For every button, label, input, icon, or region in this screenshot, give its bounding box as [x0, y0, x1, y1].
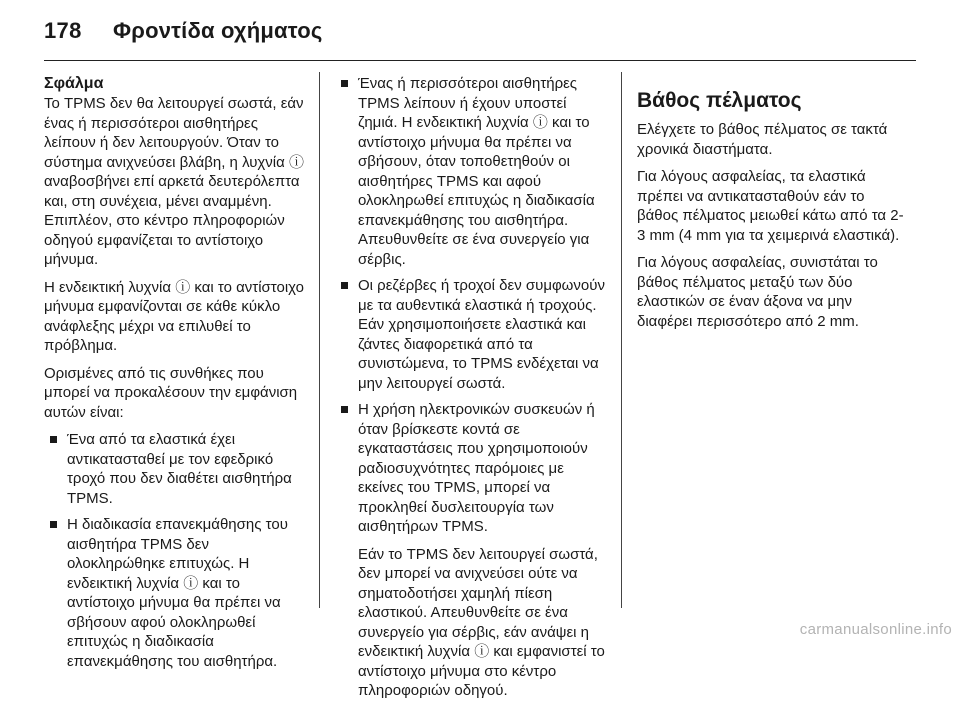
- bullet-item: [335, 400, 605, 701]
- paragraph: Για λόγους ασφαλείας, τα ελαστικά πρέπει να αντικατασταθούν εάν το βάθος πέλματος μειωθεί κάτω από τα 2-3 mm (4 mm για τα χειμερινά ελαστικά).: [637, 168, 904, 244]
- section-heading-tread-depth: Βάθος πέλματος: [637, 89, 802, 112]
- column-3: [637, 74, 907, 339]
- bullet-item: [44, 515, 306, 671]
- paragraph: Η ενδεικτική λυχνία ⓘ και το αντίστοιχο μήνυμα εμφανίζονται σε κάθε κύκλο ανάφλεξης μέχρι να επιλυθεί το πρόβλημα.: [44, 278, 304, 354]
- paragraph: Ορισμένες από τις συνθήκες που μπορεί να προκαλέσουν την εμφάνιση αυτών είναι:: [44, 364, 298, 421]
- bullet-text: Οι ρεζέρβες ή τροχοί δεν συμφωνούν με τα αυθεντικά ελαστικά ή τροχούς. Εάν χρησιμοποιήσετε ελαστικά και ζάντες διαφορετικά από τα συνιστώμενα, το TPMS ενδέχεται να μην λειτουργεί σωστά.: [358, 277, 605, 392]
- bullet-square-icon: [341, 406, 348, 413]
- bullet-text: Η διαδικασία επανεκμάθησης του αισθητήρα TPMS δεν ολοκληρώθηκε επιτυχώς. Η ενδεικτική λυχνία ⓘ και το αντίστοιχο μήνυμα θα πρέπει να σβήσουν αφού ολοκληρωθεί επιτυχώς η διαδικασία επανεκμάθησης του αισθητήρα.: [67, 516, 288, 670]
- paragraph: Για λόγους ασφαλείας, συνιστάται το βάθος πέλματος μεταξύ των δύο ελαστικών σε έναν άξονα να μην διαφέρει περισσότερο από 2 mm.: [637, 254, 878, 330]
- chapter-title: Φροντίδα οχήματος: [113, 18, 323, 43]
- bullet-item: [335, 276, 605, 393]
- section-heading-fault: Σφάλμα: [44, 75, 104, 92]
- column-2: [335, 74, 605, 708]
- bullet-text: Η χρήση ηλεκτρονικών συσκευών ή όταν βρίσκεστε κοντά σε εγκαταστάσεις που χρησιμοποιούν ραδιοσυχνότητες παρόμοιες με εκείνες του TPMS, μπορεί να προκληθεί δυσλειτουργία των αισθητήρων TPMS.: [358, 401, 595, 535]
- page-number: 178: [44, 18, 82, 43]
- bullet-square-icon: [341, 80, 348, 87]
- bullet-square-icon: [341, 282, 348, 289]
- bullet-text: Ένα από τα ελαστικά έχει αντικατασταθεί με τον εφεδρικό τροχό που δεν διαθέτει αισθητήρα TPMS.: [67, 431, 292, 507]
- header-rule: [44, 60, 916, 61]
- paragraph: Ελέγχετε το βάθος πέλματος σε τακτά χρονικά διαστήματα.: [637, 121, 888, 158]
- bullet-square-icon: [50, 521, 57, 528]
- bullet-text: Ένας ή περισσότεροι αισθητήρες TPMS λείπουν ή έχουν υποστεί ζημιά. Η ενδεικτική λυχνία ⓘ και το αντίστοιχο μήνυμα θα πρέπει να σβήσουν, όταν τοποθετηθούν οι αισθητήρες TPMS και αφού ολοκληρωθεί επιτυχώς η διαδικασία επανεκμάθησης του αισθητήρα. Απευθυνθείτε σε ένα συνεργείο για σέρβις.: [358, 75, 595, 268]
- column-divider-1: [319, 72, 320, 608]
- watermark: carmanualsonline.info: [799, 621, 952, 638]
- paragraph: Το TPMS δεν θα λειτουργεί σωστά, εάν ένας ή περισσότεροι αισθητήρες λείπουν ή δεν λειτουργούν. Όταν το σύστημα ανιχνεύσει βλάβη, η λυχνία ⓘ αναβοσβήνει επί αρκετά δευτερόλεπτα και, στη συνέχεια, μένει αναμμένη. Επιπλέον, στο κέντρο πληροφοριών οδηγού εμφανίζεται το αντίστοιχο μήνυμα.: [44, 95, 304, 268]
- bullet-item: [335, 74, 605, 269]
- bullet-item: [44, 430, 306, 508]
- bullet-subparagraph: Εάν το TPMS δεν λειτουργεί σωστά, δεν μπορεί να ανιχνεύσει ούτε να σηματοδοτήσει χαμηλή πίεση ελαστικού. Απευθυνθείτε σε ένα συνεργείο για σέρβις, εάν ανάψει η ενδεικτική λυχνία ⓘ και εμφανιστεί το αντίστοιχο μήνυμα στο κέντρο πληροφοριών οδηγού.: [358, 545, 605, 699]
- column-divider-2: [621, 72, 622, 608]
- column-1: [44, 74, 306, 678]
- bullet-square-icon: [50, 436, 57, 443]
